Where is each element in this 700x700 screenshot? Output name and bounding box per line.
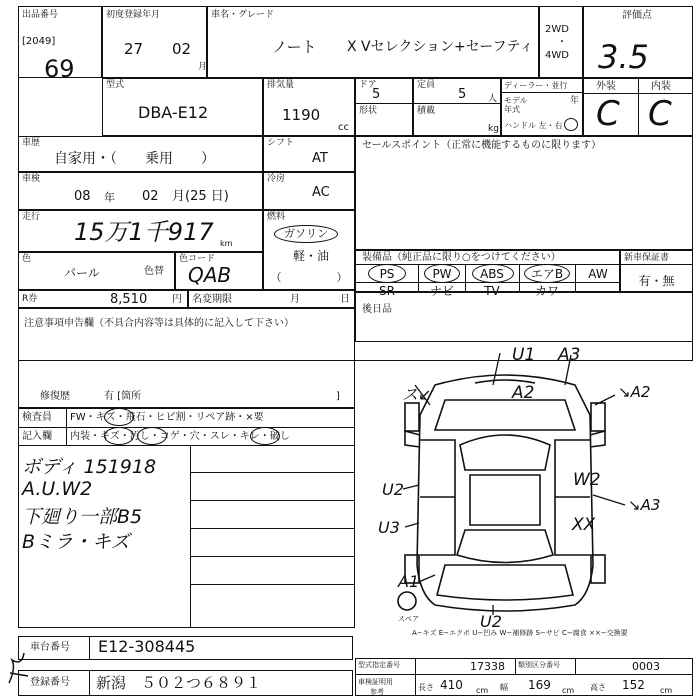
- mark-w2: W2: [573, 470, 601, 490]
- color-change-label: 色替: [144, 266, 164, 277]
- color-label: 色: [22, 254, 32, 264]
- interior-label: 内装: [651, 81, 671, 92]
- mark-u1: U1: [512, 345, 536, 365]
- spec-v3: [575, 658, 576, 674]
- sales-point-box: [355, 136, 693, 250]
- check-dirt-circle: [137, 427, 167, 445]
- hw-note-4: Bミラ・キズ: [22, 531, 130, 553]
- fuel-light-oil: 軽・油: [292, 249, 329, 263]
- mark-a2: A2: [512, 383, 535, 403]
- hw-note-1: ボディ 151918: [22, 456, 157, 478]
- handle-label: ハンドル 左・右: [504, 121, 563, 130]
- notes-line-5: [190, 584, 355, 585]
- shift-value: AT: [312, 151, 328, 166]
- height-label: 高さ: [590, 683, 606, 692]
- lot-code: [2049]: [22, 36, 56, 47]
- length-unit: cm: [476, 686, 489, 695]
- capacity-label: 定員: [417, 80, 436, 90]
- inspection-month: 02: [142, 189, 159, 204]
- cooling-label: 冷房: [267, 174, 286, 184]
- equip-navi: ナビ: [429, 284, 454, 298]
- dealer-divider: [501, 92, 583, 93]
- grade-name: X Vセレクション+セーフティ: [347, 39, 534, 55]
- mark-u2-left: U2: [382, 480, 404, 499]
- lot-label: 出品番号: [22, 10, 59, 20]
- equip-ps: PS: [379, 267, 395, 281]
- type-value: DBA-E12: [138, 103, 209, 122]
- spec-h: [355, 674, 693, 675]
- equip-sr: SR: [379, 284, 395, 298]
- capacity-value: 5: [458, 87, 467, 102]
- after-box: [355, 292, 693, 342]
- lot-number: 69: [44, 55, 75, 83]
- after-label: 後日品: [362, 304, 392, 315]
- notes-vline: [190, 446, 191, 628]
- equip-v1: [418, 264, 419, 292]
- door-value: 5: [372, 87, 381, 102]
- fuel-label: 燃料: [267, 212, 286, 222]
- model-name-label: 車名・グレード: [211, 10, 275, 20]
- model-year-label: モデル年式: [504, 96, 528, 114]
- equip-airbag: エアB: [530, 267, 564, 281]
- inspection-day: 月(25 日): [172, 189, 229, 204]
- inspection-year: 08: [74, 189, 91, 204]
- mark-xx: XX: [572, 515, 596, 535]
- mark-a3: A3: [558, 345, 581, 365]
- recycle-label: R券: [22, 294, 38, 304]
- warranty-label: 新車保証書: [624, 253, 670, 263]
- term-day: 日: [340, 294, 350, 305]
- grade-score: 3.5: [598, 38, 649, 76]
- history-value: 自家用・（ 乗用 ）: [54, 151, 215, 167]
- drive-dot: ・: [557, 37, 567, 48]
- ext-int-divider: [638, 78, 639, 136]
- width-label: 幅: [500, 683, 508, 692]
- spare-label: スペア: [398, 615, 419, 623]
- capacity-unit: 人: [488, 94, 498, 104]
- history-label: 車歴: [22, 138, 41, 148]
- diagram-legend: A−キズ E−エクボ U−凹み W−補修跡 S−サビ C−腐食 ××−交換要: [412, 629, 628, 637]
- displacement-label: 排気量: [267, 80, 295, 90]
- height-unit: cm: [660, 686, 673, 695]
- first-reg-month: 02: [172, 40, 192, 58]
- mark-u2-bottom: U2: [480, 612, 502, 631]
- shift-label: シフト: [267, 138, 295, 148]
- cat-value: 0003: [632, 660, 660, 673]
- model-name: ノート: [272, 38, 317, 56]
- load-unit: kg: [488, 124, 499, 134]
- checker-label: 検査員: [22, 412, 52, 423]
- equip-pw: PW: [432, 267, 452, 281]
- first-reg-month-unit: 月: [198, 62, 208, 72]
- plate-value: 新潟 ５０２つ６８９１: [96, 674, 262, 692]
- notes-line-4: [190, 556, 355, 557]
- inspection-label: 車検: [22, 174, 41, 184]
- recycle-unit: 円: [172, 294, 182, 305]
- repair-close: ]: [336, 391, 340, 402]
- cert-value: 17338: [470, 660, 505, 673]
- repair-label: 修復歴: [40, 391, 70, 402]
- model-year-unit: 年: [570, 96, 580, 106]
- mark-a2-right: ↘A2: [618, 383, 651, 401]
- inspection-year-unit: 年: [104, 191, 115, 204]
- color-code: QAB: [188, 263, 232, 287]
- term-month: 月: [290, 294, 300, 305]
- mileage-label: 走行: [22, 212, 41, 222]
- spec-v2: [515, 658, 516, 674]
- warranty-value: 有・無: [638, 274, 675, 288]
- plate-label: 登録番号: [30, 677, 70, 688]
- check-scratch-circle-1: [104, 408, 134, 426]
- door-label: ドア: [359, 80, 377, 90]
- mark-u3: U3: [378, 518, 400, 537]
- color-value: パール: [64, 266, 100, 280]
- equip-airbag-circle: [524, 264, 570, 283]
- equip-abs: ABS: [480, 267, 504, 281]
- type-label: 型式: [106, 80, 125, 90]
- shape-label: 形状: [359, 106, 378, 116]
- exterior-label: 外装: [596, 81, 616, 92]
- spec-v1: [415, 658, 416, 696]
- sales-point-label: セールスポイント（正常に機能するものに限ります）: [362, 140, 602, 151]
- mark-s-arrow: ス↙: [402, 385, 432, 404]
- handle-right-circle: [564, 118, 578, 131]
- load-label: 積載: [417, 106, 436, 116]
- notes-line-2: [190, 500, 355, 501]
- first-reg-year: 27: [124, 40, 144, 58]
- equip-abs-circle: [472, 264, 514, 283]
- mark-a1: A1: [398, 572, 420, 591]
- mark-a3-right: ↘A3: [628, 496, 661, 514]
- recycle-value: 8,510: [110, 292, 148, 307]
- equip-leather: カワ: [534, 284, 559, 298]
- ref-label: 参考: [370, 688, 384, 696]
- equip-tv: TV: [484, 284, 500, 298]
- width-value: 169: [528, 678, 551, 692]
- mileage-value: 15万1千917: [74, 218, 214, 246]
- displacement-value: 1190: [282, 106, 321, 124]
- first-reg-label: 初度登録年月: [106, 10, 161, 20]
- mileage-unit: km: [220, 239, 233, 248]
- chassis-value: E12-308445: [98, 637, 196, 656]
- cooling-value: AC: [312, 185, 330, 200]
- term-label: 名変期限: [192, 294, 232, 305]
- width-unit: cm: [562, 686, 575, 695]
- equip-ps-circle: [368, 264, 406, 283]
- hw-note-2: A.U.W2: [22, 478, 93, 500]
- exterior-grade: C: [596, 94, 620, 134]
- length-label: 長さ: [418, 683, 434, 692]
- check-row1: FW・キズ・飛石・ヒビ割・リペア跡・×要: [70, 412, 264, 423]
- drive-4wd: 4WD: [545, 50, 569, 61]
- interior-grade: C: [648, 94, 672, 134]
- notes-line-3: [190, 528, 355, 529]
- equip-aw: AW: [588, 267, 608, 281]
- cert-label: 型式指定番号: [358, 661, 400, 669]
- hw-note-3: 下廻り一部B5: [22, 506, 143, 528]
- spec-label: 車検証明用: [358, 678, 393, 686]
- grade-label: 評価点: [622, 10, 652, 21]
- equipment-label: 装備品（純正品に限り○をつけてください）: [362, 252, 561, 263]
- fuel-other: （ ）: [270, 271, 348, 284]
- recycle-box: [18, 290, 188, 308]
- caution-label: 注意事項申告欄（不具合内容等は具体的に記入して下さい）: [24, 318, 294, 329]
- displacement-unit: cc: [338, 122, 349, 133]
- fuel-gasoline: ガソリン: [284, 227, 328, 240]
- color-code-label: 色コード: [179, 254, 216, 264]
- checker-hdivider: [18, 427, 355, 428]
- record-label: 記入欄: [22, 431, 52, 442]
- signature: [4, 648, 34, 688]
- dealer-label: ディーラー・並行: [504, 81, 568, 90]
- check-row2: 内装・キズ・汚し・コゲ・穴・スレ・キレ・破し: [70, 431, 290, 442]
- chassis-label: 車台番号: [30, 642, 70, 653]
- repair-value: 有 [箇所: [104, 391, 142, 402]
- height-value: 152: [622, 678, 645, 692]
- notes-line-1: [190, 472, 355, 473]
- drive-2wd: 2WD: [545, 24, 569, 35]
- check-scuff-circle: [250, 427, 280, 445]
- length-value: 410: [440, 678, 463, 692]
- cat-label: 類別区分番号: [518, 661, 560, 669]
- equip-pw-circle: [424, 264, 460, 283]
- check-scratch-circle-2: [104, 427, 134, 445]
